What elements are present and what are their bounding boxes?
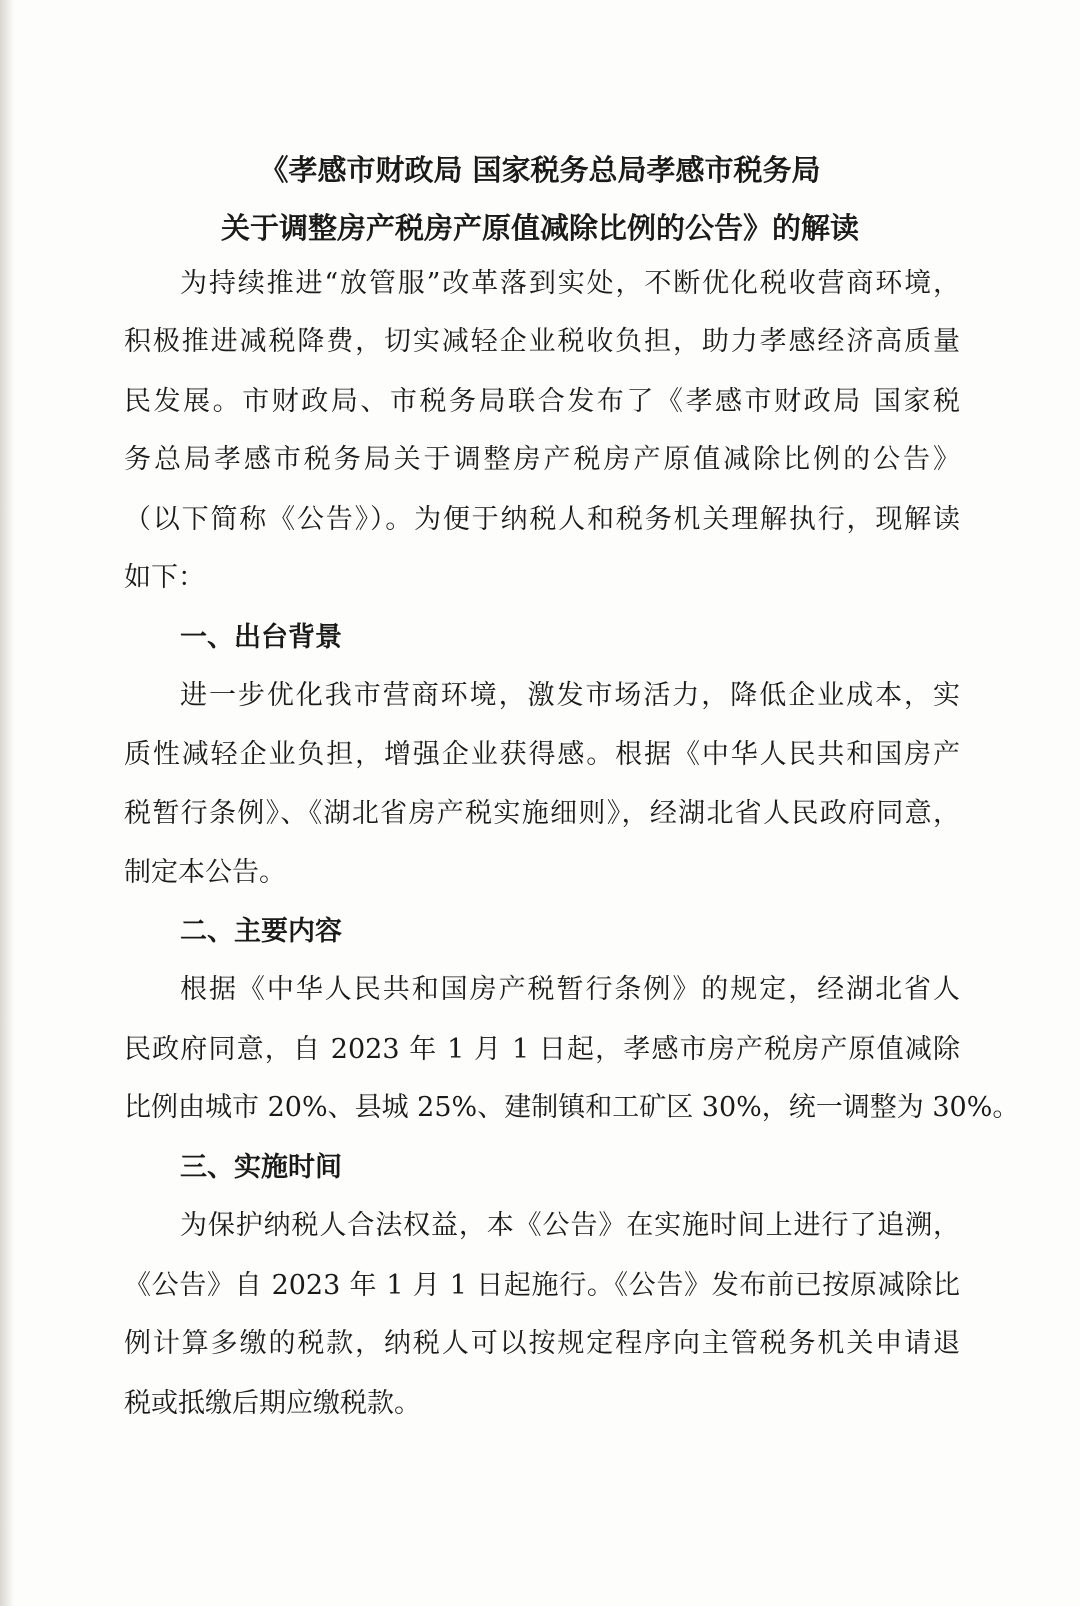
section-heading-background: 一、出台背景 [180, 622, 342, 653]
section-3-line: 为保护纳税人合法权益，本《公告》在实施时间上进行了追溯， [180, 1210, 960, 1241]
intro-line: （以下简称《公告》）。为便于纳税人和税务机关理解执行，现解读 [124, 504, 960, 535]
section-heading-timing: 三、实施时间 [180, 1152, 342, 1183]
section-2-line: 比例由城市 20%、县城 25%、建制镇和工矿区 30%，统一调整为 30%。 [124, 1092, 1020, 1123]
section-3-line: 《公告》自 2023 年 1 月 1 日起施行。《公告》发布前已按原减除比 [124, 1270, 960, 1301]
intro-line: 为持续推进“放管服”改革落到实处，不断优化税收营商环境， [180, 268, 960, 299]
section-heading-content: 二、主要内容 [180, 916, 342, 947]
section-1-line: 质性减轻企业负担，增强企业获得感。根据《中华人民共和国房产 [124, 739, 960, 770]
section-3-line: 例计算多缴的税款，纳税人可以按规定程序向主管税务机关申请退 [124, 1328, 960, 1359]
document-title-line-1: 《孝感市财政局 国家税务总局孝感市税务局 [259, 153, 821, 187]
section-1-line: 制定本公告。 [124, 857, 286, 888]
intro-line: 民发展。市财政局、市税务局联合发布了《孝感市财政局 国家税 [124, 386, 960, 417]
intro-line: 如下： [124, 562, 205, 593]
intro-line: 积极推进减税降费，切实减轻企业税收负担，助力孝感经济高质量 [124, 326, 960, 357]
section-2-line: 根据《中华人民共和国房产税暂行条例》的规定，经湖北省人 [180, 974, 960, 1005]
document-title-line-2: 关于调整房产税房产原值减除比例的公告》的解读 [220, 211, 859, 245]
section-2-line: 民政府同意，自 2023 年 1 月 1 日起，孝感市房产税房产原值减除 [124, 1034, 960, 1065]
section-1-line: 税暂行条例》、《湖北省房产税实施细则》，经湖北省人民政府同意， [124, 798, 960, 829]
section-1-line: 进一步优化我市营商环境，激发市场活力，降低企业成本，实 [180, 680, 960, 711]
section-3-line: 税或抵缴后期应缴税款。 [124, 1388, 421, 1419]
intro-line: 务总局孝感市税务局关于调整房产税房产原值减除比例的公告》 [124, 444, 960, 475]
